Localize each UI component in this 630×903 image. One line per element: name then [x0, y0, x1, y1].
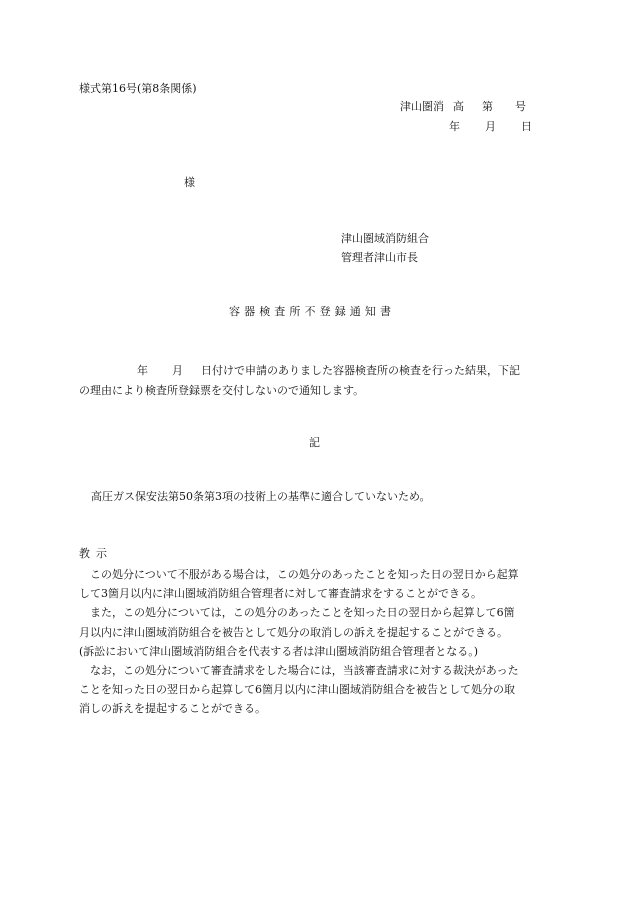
document-number — [400, 101, 526, 112]
sender-organization: 津山圏域消防組合 — [341, 232, 429, 245]
kyoji-line: ことを知った日の翌日から起算して6箇月以内に津山圏域消防組合を被告として処分の取 — [79, 683, 515, 697]
addressee-sama: 様 — [184, 176, 195, 189]
body-year: 年 — [137, 364, 148, 377]
doc-number-prefix: 津山圏消 — [400, 100, 444, 113]
date-day: 日 — [521, 120, 532, 133]
doc-number-go: 号 — [515, 100, 526, 113]
body-line-1-rest: 日付けで申請のありました容器検査所の検査を行った結果，下記 — [201, 364, 520, 377]
kyoji-line: して3箇月以内に津山圏域消防組合管理者に対して審査請求をすることができる。 — [79, 587, 482, 601]
kyoji-line: この処分について不服がある場合は，この処分のあったことを知った日の翌日から起算 — [90, 568, 519, 581]
date-year: 年 — [449, 120, 460, 133]
document-title: 容器検査所不登録通知書 — [229, 305, 396, 318]
document-date — [449, 121, 532, 132]
date-month: 月 — [485, 120, 496, 133]
kyoji-line: (訴訟において津山圏域消防組合を代表する者は津山圏域消防組合管理者となる。) — [79, 644, 479, 658]
kyoji-heading: 教示 — [79, 547, 113, 560]
sender-manager: 管理者津山市長 — [341, 251, 418, 264]
kyoji-line: 消しの訴えを提起することができる。 — [79, 702, 266, 716]
form-number: 様式第16号(第8条関係) — [79, 82, 197, 95]
kyoji-line: 月以内に津山圏域消防組合を被告として処分の取消しの訴えを提起することができる。 — [79, 625, 508, 639]
doc-number-kind: 高 — [453, 100, 464, 113]
body-line-2: の理由により検査所登録票を交付しないので通知します。 — [79, 384, 365, 397]
body-line-1 — [79, 361, 553, 381]
doc-number-dai: 第 — [482, 100, 493, 113]
body-paragraph — [79, 361, 553, 401]
body-month: 月 — [172, 364, 183, 377]
kyoji-line: また，この処分については，この処分のあったことを知った日の翌日から起算して6箇 — [90, 606, 515, 620]
kyoji-line: なお，この処分について審査請求をした場合には，当該審査請求に対する裁決があった — [90, 664, 519, 678]
kyoji-notes — [79, 565, 559, 719]
ki-heading: 記 — [309, 436, 320, 449]
reason-text: 高圧ガス保安法第50条第3項の技術上の基準に適合していないため。 — [91, 490, 431, 503]
